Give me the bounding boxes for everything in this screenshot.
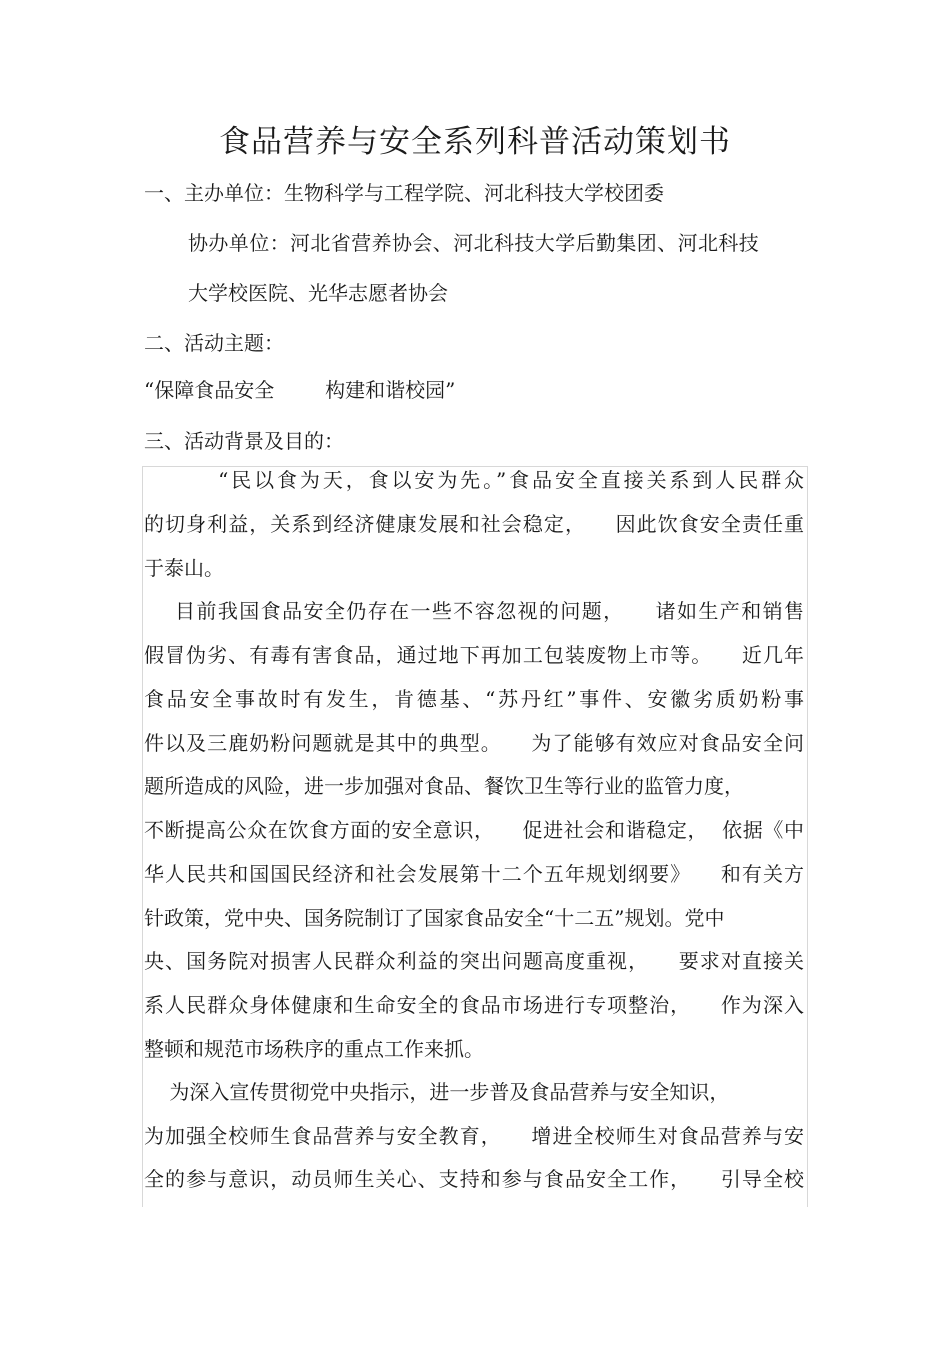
body-line: 不断提高公众在饮食方面的安全意识， 促进社会和谐稳定， 依据《中 [144,818,804,842]
body-line: 假冒伪劣、有毒有害食品，通过地下再加工包装废物上市等。 近几年 [144,643,804,667]
body-line: 于泰山。 [144,556,224,580]
body-line: 系人民群众身体健康和生命安全的食品市场进行专项整治， 作为深入 [144,993,804,1017]
body-line: “民以食为天，食以安为先。”食品安全直接关系到人民群众 [144,468,804,492]
body-line: 的切身利益，关系到经济健康发展和社会稳定， 因此饮食安全责任重 [144,512,804,536]
document-title: 食品营养与安全系列科普活动策划书 [219,124,731,160]
body-line: 目前我国食品安全仍存在一些不容忽视的问题， 诸如生产和销售 [144,599,804,623]
body-line: 全的参与意识，动员师生关心、支持和参与食品安全工作， 引导全校 [144,1167,804,1191]
body-line: 题所造成的风险，进一步加强对食品、餐饮卫生等行业的监管力度， [144,774,744,798]
body-line: 为深入宣传贯彻党中央指示，进一步普及食品营养与安全知识， [144,1080,730,1104]
co-host-line-2: 大学校医院、光华志愿者协会 [188,281,448,305]
body-line: 针政策，党中央、国务院制订了国家食品安全“十二五”规划。党中 [144,906,725,930]
body-line: 件以及三鹿奶粉问题就是其中的典型。 为了能够有效应对食品安全问 [144,731,804,755]
host-line: 一、主办单位：生物科学与工程学院、河北科技大学校团委 [144,181,664,205]
theme-text: “保障食品安全 构建和谐校园” [144,378,456,402]
body-line: 为加强全校师生食品营养与安全教育， 增进全校师生对食品营养与安 [144,1124,804,1148]
co-host-line-1: 协办单位：河北省营养协会、河北科技大学后勤集团、河北科技 [188,231,760,255]
body-line: 央、国务院对损害人民群众利益的突出问题高度重视， 要求对直接关 [144,949,804,973]
body-line: 华人民共和国国民经济和社会发展第十二个五年规划纲要》 和有关方 [144,862,804,886]
body-line: 整顿和规范市场秩序的重点工作来抓。 [144,1037,484,1061]
body-line: 食品安全事故时有发生，肯德基、“苏丹红”事件、安徽劣质奶粉事 [144,687,804,711]
background-heading: 三、活动背景及目的： [144,429,344,453]
theme-heading: 二、活动主题： [144,331,284,355]
